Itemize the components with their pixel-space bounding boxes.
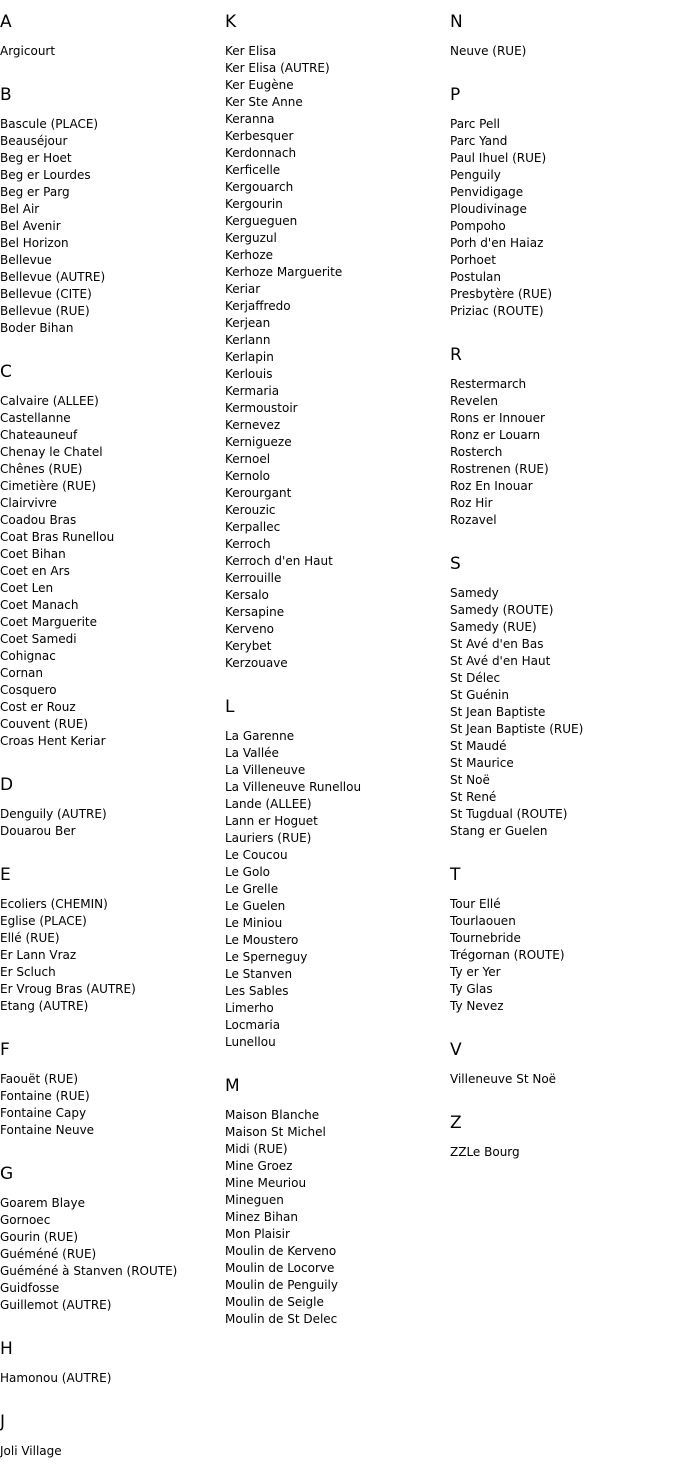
place-name: Bellevue (CITE)	[0, 287, 92, 301]
place-name: Moulin de Seigle	[225, 1295, 324, 1309]
place-name: Bel Horizon	[0, 236, 69, 250]
place-name: Er Lann Vraz	[0, 948, 77, 962]
letter-heading: T	[450, 865, 461, 885]
letter-heading: F	[0, 1040, 10, 1060]
place-name: Ronz er Louarn	[450, 428, 541, 442]
place-list	[0, 1195, 222, 1314]
place-name: Les Sables	[225, 984, 289, 998]
place-name: Guéméné à Stanven (ROUTE)	[0, 1264, 178, 1278]
letter-group-b	[0, 85, 222, 337]
place-name: Beg er Parg	[0, 185, 70, 199]
letter-group-z	[450, 1113, 672, 1161]
letter-heading: E	[0, 865, 11, 885]
place-name: Kerzouave	[225, 656, 288, 670]
place-name: Stang er Guelen	[450, 824, 548, 838]
place-name: Kerpallec	[225, 520, 281, 534]
place-name: Maison Blanche	[225, 1108, 320, 1122]
place-name: Le Miniou	[225, 916, 283, 930]
place-name: Ty Nevez	[450, 999, 504, 1013]
place-name: Roz Hir	[450, 496, 493, 510]
place-name: St Noë	[450, 773, 490, 787]
place-name: Moulin de Locorve	[225, 1261, 335, 1275]
place-name: Coadou Bras	[0, 513, 77, 527]
letter-heading: L	[225, 697, 235, 717]
letter-heading: N	[450, 12, 463, 32]
place-name: Coat Bras Runellou	[0, 530, 115, 544]
place-name: Limerho	[225, 1001, 274, 1015]
place-name: Le Sperneguy	[225, 950, 308, 964]
place-name: Mine Meuriou	[225, 1176, 307, 1190]
place-name: Douarou Ber	[0, 824, 76, 838]
place-name: Ellé (RUE)	[0, 931, 60, 945]
place-name: Kerlann	[225, 333, 271, 347]
place-name: Kerhoze	[225, 248, 274, 262]
place-name: Porh d'en Haiaz	[450, 236, 544, 250]
place-name: Gornoec	[0, 1213, 51, 1227]
place-name: Kerbesquer	[225, 129, 294, 143]
place-name: ZZLe Bourg	[450, 1145, 520, 1159]
place-name: Paul Ihuel (RUE)	[450, 151, 547, 165]
place-name: Midi (RUE)	[225, 1142, 288, 1156]
letter-heading: C	[0, 362, 12, 382]
place-name: Denguily (AUTRE)	[0, 807, 107, 821]
place-name: Mon Plaisir	[225, 1227, 290, 1241]
place-name: Samedy (RUE)	[450, 620, 537, 634]
letter-group-e	[0, 865, 222, 1015]
place-name: Kerjaffredo	[225, 299, 291, 313]
place-name: Bel Air	[0, 202, 40, 216]
letter-heading: Z	[450, 1113, 462, 1133]
place-name: Kerouzic	[225, 503, 276, 517]
place-name: La Garenne	[225, 729, 295, 743]
place-name: Ty Glas	[450, 982, 493, 996]
place-name: Chenay le Chatel	[0, 445, 103, 459]
place-name: Lann er Hoguet	[225, 814, 318, 828]
place-name: Le Stanven	[225, 967, 293, 981]
place-list	[225, 43, 447, 672]
place-name: Chênes (RUE)	[0, 462, 83, 476]
place-name: Kermaria	[225, 384, 280, 398]
place-name: La Villeneuve Runellou	[225, 780, 362, 794]
place-name: Coet Len	[0, 581, 54, 595]
place-name: Lauriers (RUE)	[225, 831, 312, 845]
place-list	[450, 116, 672, 320]
place-name: Porhoet	[450, 253, 496, 267]
place-list	[450, 43, 672, 60]
place-name: Couvent (RUE)	[0, 717, 89, 731]
place-list	[0, 43, 222, 60]
place-name: St Jean Baptiste	[450, 705, 546, 719]
place-list	[225, 1107, 447, 1328]
place-name: Boder Bihan	[0, 321, 74, 335]
place-name: Moulin de Penguily	[225, 1278, 338, 1292]
letter-heading: M	[225, 1076, 240, 1096]
place-name: Kerroch d'en Haut	[225, 554, 333, 568]
place-name: Chateauneuf	[0, 428, 78, 442]
place-name: Restermarch	[450, 377, 527, 391]
place-name: Etang (AUTRE)	[0, 999, 89, 1013]
place-name: La Vallée	[225, 746, 279, 760]
letter-group-h	[0, 1339, 222, 1387]
place-name: Tour Ellé	[450, 897, 501, 911]
place-name: Er Scluch	[0, 965, 56, 979]
place-name: Mineguen	[225, 1193, 284, 1207]
place-name: Coet en Ars	[0, 564, 70, 578]
place-name: Postulan	[450, 270, 502, 284]
letter-group-v	[450, 1040, 672, 1088]
place-name: Neuve (RUE)	[450, 44, 527, 58]
place-name: Ty er Yer	[450, 965, 501, 979]
place-name: Croas Hent Keriar	[0, 734, 106, 748]
place-name: Rostrenen (RUE)	[450, 462, 549, 476]
place-name: Kernigueze	[225, 435, 292, 449]
letter-group-j	[0, 1412, 222, 1460]
place-name: Rozavel	[450, 513, 497, 527]
letter-group-g	[0, 1164, 222, 1314]
place-name: Guidfosse	[0, 1281, 60, 1295]
place-name: Kernolo	[225, 469, 270, 483]
place-name: Ker Elisa (AUTRE)	[225, 61, 330, 75]
place-name: Cornan	[0, 666, 44, 680]
place-name: Bellevue (AUTRE)	[0, 270, 106, 284]
place-name: Ploudivinage	[450, 202, 527, 216]
place-name: Minez Bihan	[225, 1210, 298, 1224]
letter-heading: R	[450, 345, 462, 365]
place-name: Coet Samedi	[0, 632, 77, 646]
place-list	[0, 1370, 222, 1387]
place-name: Bellevue (RUE)	[0, 304, 90, 318]
place-name: Kerguzul	[225, 231, 277, 245]
place-list	[0, 116, 222, 337]
place-name: Kerroch	[225, 537, 271, 551]
place-name: Cosquero	[0, 683, 57, 697]
place-name: Argicourt	[0, 44, 56, 58]
place-name: Coet Manach	[0, 598, 79, 612]
place-list	[450, 1071, 672, 1088]
place-name: Penguily	[450, 168, 501, 182]
place-name: Le Grelle	[225, 882, 279, 896]
place-name: Guéméné (RUE)	[0, 1247, 97, 1261]
letter-heading: B	[0, 85, 12, 105]
place-name: St Avé d'en Bas	[450, 637, 544, 651]
index-column-1	[0, 0, 222, 1460]
place-name: Le Guelen	[225, 899, 286, 913]
letter-heading: K	[225, 12, 237, 32]
letter-heading: S	[450, 554, 461, 574]
place-name: Parc Yand	[450, 134, 508, 148]
place-list	[0, 1071, 222, 1139]
place-name: Le Moustero	[225, 933, 299, 947]
place-name: Kersapine	[225, 605, 285, 619]
place-name: St Délec	[450, 671, 501, 685]
letter-group-c	[0, 362, 222, 750]
place-name: Beg er Hoet	[0, 151, 72, 165]
place-name: Locmaria	[225, 1018, 281, 1032]
letter-heading: G	[0, 1164, 14, 1184]
place-name: Presbytère (RUE)	[450, 287, 553, 301]
place-name: Keranna	[225, 112, 275, 126]
letter-group-n	[450, 12, 672, 60]
place-name: Eglise (PLACE)	[0, 914, 87, 928]
place-name: Lande (ALLEE)	[225, 797, 312, 811]
place-name: Kerjean	[225, 316, 271, 330]
place-name: St Maurice	[450, 756, 514, 770]
place-name: Er Vroug Bras (AUTRE)	[0, 982, 136, 996]
place-list	[0, 393, 222, 750]
place-name: Fontaine Neuve	[0, 1123, 95, 1137]
place-name: Pompoho	[450, 219, 506, 233]
place-name: Tournebride	[450, 931, 521, 945]
place-name: Villeneuve St Noë	[450, 1072, 557, 1086]
place-list	[0, 1443, 222, 1460]
place-name: Kerficelle	[225, 163, 281, 177]
place-name: Kerdonnach	[225, 146, 297, 160]
place-name: Roz En Inouar	[450, 479, 533, 493]
place-name: Coet Marguerite	[0, 615, 98, 629]
place-list	[0, 896, 222, 1015]
place-name: Fontaine Capy	[0, 1106, 87, 1120]
place-name: Clairvivre	[0, 496, 57, 510]
place-name: Ker Eugène	[225, 78, 294, 92]
place-name: Tourlaouen	[450, 914, 516, 928]
place-name: Le Golo	[225, 865, 270, 879]
place-name: Coet Bihan	[0, 547, 66, 561]
place-name: Beg er Lourdes	[0, 168, 91, 182]
place-list	[450, 1144, 672, 1161]
place-list	[450, 585, 672, 840]
place-name: St Tugdual (ROUTE)	[450, 807, 568, 821]
letter-heading: D	[0, 775, 14, 795]
place-name: Bel Avenir	[0, 219, 61, 233]
place-name: Bascule (PLACE)	[0, 117, 99, 131]
place-name: Penvidigage	[450, 185, 524, 199]
place-name: Guillemot (AUTRE)	[0, 1298, 112, 1312]
place-name: Kermoustoir	[225, 401, 298, 415]
letter-group-m	[225, 1076, 447, 1328]
place-list	[450, 376, 672, 529]
place-name: Gourin (RUE)	[0, 1230, 78, 1244]
place-name: Hamonou (AUTRE)	[0, 1371, 112, 1385]
place-name: Kerourgant	[225, 486, 292, 500]
letter-heading: V	[450, 1040, 462, 1060]
letter-group-d	[0, 775, 222, 840]
place-name: Revelen	[450, 394, 498, 408]
place-name: Kerveno	[225, 622, 275, 636]
letter-group-a	[0, 12, 222, 60]
letter-group-t	[450, 865, 672, 1015]
place-name: Ker Ste Anne	[225, 95, 303, 109]
place-name: La Villeneuve	[225, 763, 306, 777]
place-name: Mine Groez	[225, 1159, 293, 1173]
letter-group-r	[450, 345, 672, 529]
place-name: Kerrouille	[225, 571, 282, 585]
place-name: Faouët (RUE)	[0, 1072, 79, 1086]
place-name: Beauséjour	[0, 134, 68, 148]
letter-group-s	[450, 554, 672, 840]
place-name: Ecoliers (CHEMIN)	[0, 897, 108, 911]
place-name: Castellanne	[0, 411, 71, 425]
place-name: Kerhoze Marguerite	[225, 265, 343, 279]
place-name: St Maudé	[450, 739, 507, 753]
place-name: St Guénin	[450, 688, 509, 702]
place-name: Rons er Innouer	[450, 411, 545, 425]
letter-group-p	[450, 85, 672, 320]
place-name: Trégornan (ROUTE)	[450, 948, 565, 962]
letter-heading: H	[0, 1339, 13, 1359]
place-name: St René	[450, 790, 497, 804]
place-name: Moulin de St Delec	[225, 1312, 338, 1326]
place-name: Moulin de Kerveno	[225, 1244, 337, 1258]
place-name: Goarem Blaye	[0, 1196, 85, 1210]
place-name: Priziac (ROUTE)	[450, 304, 544, 318]
place-name: Cost er Rouz	[0, 700, 76, 714]
place-name: Joli Village	[0, 1444, 62, 1458]
place-name: St Avé d'en Haut	[450, 654, 551, 668]
place-name: Kerybet	[225, 639, 272, 653]
place-name: Kerlapin	[225, 350, 274, 364]
place-name: Ker Elisa	[225, 44, 277, 58]
index-column-3	[450, 0, 672, 1161]
place-name: Kernevez	[225, 418, 281, 432]
place-name: Lunellou	[225, 1035, 276, 1049]
letter-group-l	[225, 697, 447, 1051]
place-name: Kerlouis	[225, 367, 273, 381]
letter-heading: J	[0, 1412, 6, 1432]
place-name: Kergueguen	[225, 214, 298, 228]
letter-heading: P	[450, 85, 461, 105]
letter-group-k	[225, 12, 447, 672]
place-name: Parc Pell	[450, 117, 500, 131]
place-name: Bellevue	[0, 253, 52, 267]
letter-heading: A	[0, 12, 12, 32]
place-name: Samedy (ROUTE)	[450, 603, 554, 617]
place-name: Kergourin	[225, 197, 283, 211]
index-column-2	[225, 0, 447, 1328]
place-name: Cohignac	[0, 649, 56, 663]
letter-group-f	[0, 1040, 222, 1139]
place-list	[450, 896, 672, 1015]
place-name: St Jean Baptiste (RUE)	[450, 722, 584, 736]
place-name: Calvaire (ALLEE)	[0, 394, 99, 408]
place-name: Kersalo	[225, 588, 269, 602]
place-list	[0, 806, 222, 840]
place-name: Fontaine (RUE)	[0, 1089, 90, 1103]
place-name: Cimetière (RUE)	[0, 479, 97, 493]
place-name: Kergouarch	[225, 180, 294, 194]
place-list	[225, 728, 447, 1051]
place-name: Keriar	[225, 282, 261, 296]
place-name: Maison St Michel	[225, 1125, 326, 1139]
place-name: Samedy	[450, 586, 499, 600]
place-name: Le Coucou	[225, 848, 288, 862]
place-name: Rosterch	[450, 445, 503, 459]
place-name: Kernoel	[225, 452, 271, 466]
